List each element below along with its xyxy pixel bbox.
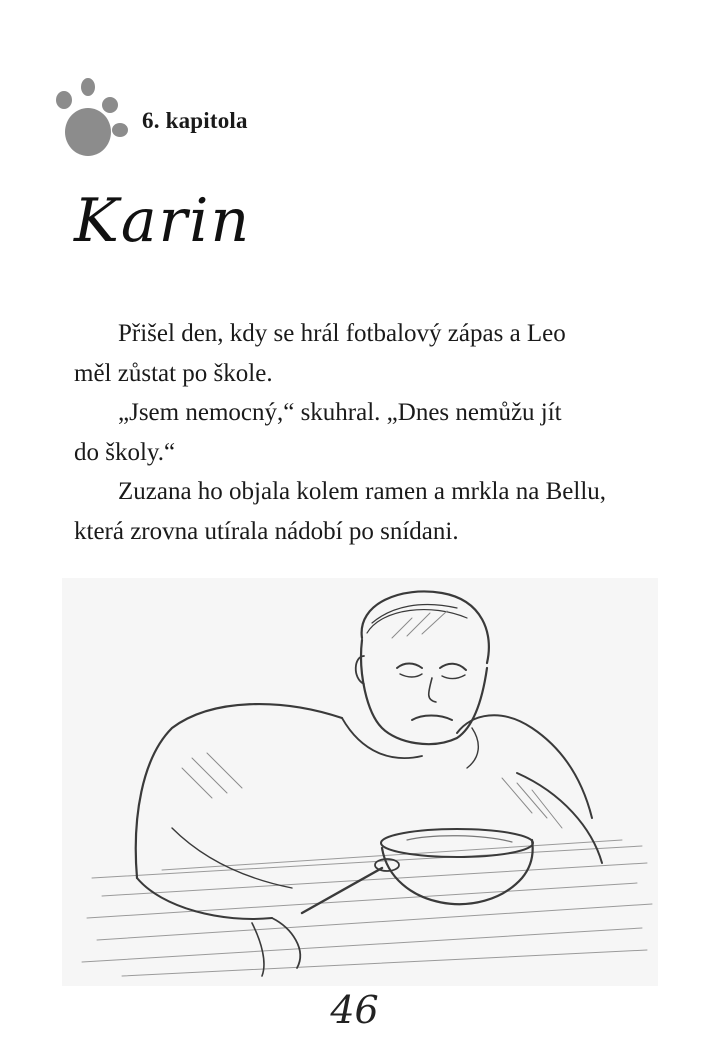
chapter-label: 6. kapitola <box>142 108 248 133</box>
paragraph-1-line-1: Přišel den, kdy se hrál fotbalový zápas a Leo <box>118 320 566 347</box>
chapter-title: Karin <box>74 186 252 256</box>
paragraph-2-line-2: do školy.“ <box>74 438 176 466</box>
page-number: 46 <box>330 988 379 1032</box>
paragraph-3-line-1: Zuzana ho objala kolem ramen a mrkla na Bellu, <box>118 478 607 505</box>
sketch-boy-at-table-illustration <box>62 578 658 986</box>
paragraph-1-line-2: měl zůstat po škole. <box>74 359 273 387</box>
paragraph-2-line-1: „Jsem nemocný,“ skuhral. „Dnes nemůžu jít <box>118 399 562 426</box>
paragraph-3-line-2: která zrovna utírala nádobí po snídani. <box>74 517 459 545</box>
body-text <box>74 314 644 551</box>
paw-print-icon <box>50 76 134 160</box>
